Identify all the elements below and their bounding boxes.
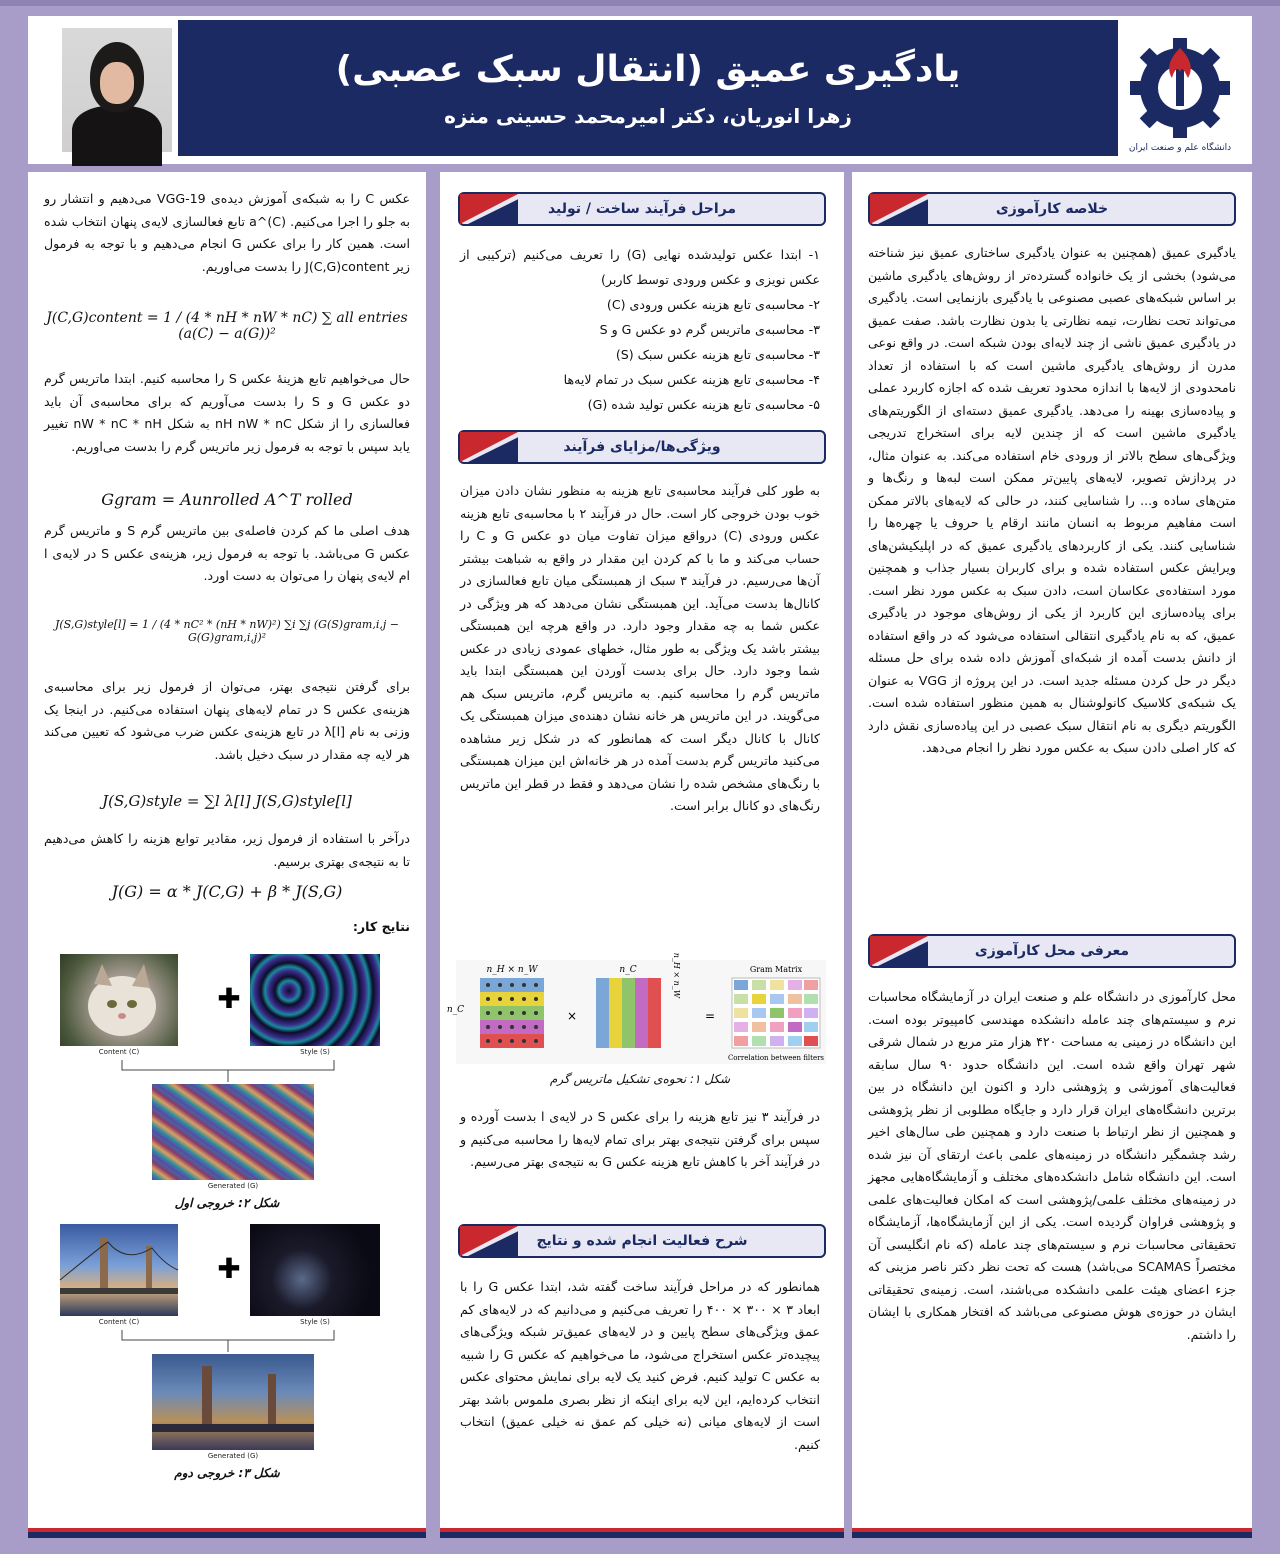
poster-authors: زهرا انوریان، دکتر امیرمحمد حسینی منزه bbox=[444, 103, 852, 128]
header-flag-icon bbox=[870, 194, 928, 224]
summary-header: خلاصه کارآموزی bbox=[868, 192, 1236, 226]
nh-nw-side-label: n_H × n_W bbox=[672, 952, 681, 998]
style-image-2 bbox=[250, 1224, 380, 1316]
times-sign: × bbox=[566, 1009, 578, 1023]
column-footer bbox=[852, 1528, 1252, 1538]
place-text: محل کارآموزی در دانشگاه علم و صنعت ایران در آزمایشگاه محاسبات نرم و سیستم‌های چند عامله دانشکده مهندسی کامپیوتر بوده است. این دانشگاه در زمینی به مساحت ۴۲۰ هزار متر مربع در شمال شرقی شهر تهران واقع شده است. این دانشگاه حدود ۹۰ سال سابقه فعالیت‌های آموزشی و پژوهشی دارد و اکنون این دانشگاه در بین برترین دانشگاه‌های ایران قرار دارد و جایگاه مطلوبی از نظر پژوهشی و همچنین از نظر ارتباط با صنعت دارد و همچنین طی سال‌های اخیر رشد چشمگیر دانشگاه در زمینه‌های علمی باعث ارتقای آن نیز شده است. این دانشگاه شامل دانشکده‌های مختلف و آزمایشگاه‌هایی مجهز در زمینه‌های مختلف علمی/پژوهشی است که امکان فعالیت‌های علمی و پژوهشی فراوان گردیده است. یکی از این آزمایشگاه‌ها، آزمایشگاه تحقیقاتی محاسبات نرم و سیستم‌های چند عامله (که نام انگلیسی آن مختصراً SCAMAS می‌باشد) هست که تحت نظر دکتر ناصر مزینی که جزء اعضای هیئت علمی دانشکده می‌باشند، است. زمینه‌ی تحقیقاتی ایشان در حوزه‌ی هوش مصنوعی می‌باشد که افتخار همکاری با ایشان را داشتم. bbox=[868, 989, 1236, 1342]
left-p3: هدف اصلی ما کم کردن فاصله‌ی بین ماتریس گرم S و ماتریس گرم عکس G می‌باشد. با توجه به فرمول زیر، هزینه‌ی عکس S در لایه‌ی l ام لایه‌ی پنهان را می‌توان به دست اورد. bbox=[44, 523, 411, 583]
top-border bbox=[0, 0, 1280, 6]
step-item: ۳- محاسبه‌ی ماتریس گرم دو عکس G و S bbox=[599, 322, 820, 337]
generated-label: Generated (G) bbox=[207, 1452, 259, 1460]
nc-top-label: n_C bbox=[619, 965, 637, 975]
generated-label: Generated (G) bbox=[207, 1182, 259, 1190]
left-column bbox=[28, 172, 426, 1538]
content-label: Content (C) bbox=[98, 1048, 140, 1056]
style-image-1 bbox=[250, 954, 380, 1046]
plus-icon: ✚ bbox=[217, 1252, 241, 1285]
left-p5: درآخر با استفاده از فرمول زیر، مقادیر توابع هزینه را کاهش می‌دهیم تا به نتیجه‌ی بهتری برسیم. bbox=[44, 831, 410, 869]
formula-content: J(C,G)content = 1 / (4 * nH * nW * nC) ∑ all entries (a(C) − a(G))² bbox=[46, 310, 408, 342]
generated-image-2 bbox=[152, 1354, 314, 1450]
place-header: معرفی محل کارآموزی bbox=[868, 934, 1236, 968]
author-photo bbox=[62, 28, 172, 152]
header-flag-icon bbox=[460, 1226, 518, 1256]
header-flag-icon bbox=[460, 432, 518, 462]
poster-title: یادگیری عمیق (انتقال سبک عصبی) bbox=[335, 48, 961, 90]
activity-header: شرح فعالیت انجام شده و نتایج bbox=[458, 1224, 826, 1258]
left-p1: عکس C را به شبکه‌ی آموزش دیده‌ی VGG-19 می‌دهیم و انتشار رو به جلو را اجرا می‌کنیم. a^(C) تابع فعالسازی لایه‌ی پنهان انتخاب شده است. همین کار را برای عکس G انجام می‌دهیم و با توجه به فرمول زیر J(C,G)content را بدست می‌اوریم. bbox=[44, 191, 410, 274]
steps-header: مراحل فرآیند ساخت / تولید bbox=[458, 192, 826, 226]
nc-side-label: n_C bbox=[446, 1005, 464, 1015]
step-item: ۳- محاسبه‌ی تابع هزینه عکس سبک (S) bbox=[615, 347, 820, 362]
plus-icon: ✚ bbox=[217, 982, 241, 1015]
left-p2: حال می‌خواهیم تابع هزینهٔ عکس S را محاسبه کنیم. ابتدا ماتریس گرم دو عکس G و S را بدست می‌آوریم که برای محاسبه‌ی آن باید فعالسازی را از شکل nH nW * nC به شکل nW * nC * nH تغییر یابد سپس با توجه به فرمول زیر ماتریس گرم را بدست می‌اوریم. bbox=[44, 371, 410, 454]
fig1-caption: شکل ۱: نحوه‌ی تشکیل ماتریس گرم bbox=[549, 1072, 731, 1086]
university-logo-icon bbox=[1118, 26, 1242, 154]
formula-total: J(G) = α * J(C,G) + β * J(S,G) bbox=[111, 882, 343, 901]
style-label: Style (S) bbox=[300, 1318, 330, 1326]
style-label: Style (S) bbox=[300, 1048, 330, 1056]
merge-bracket-icon bbox=[120, 1328, 336, 1352]
summary-text: یادگیری عمیق (همچنین به عنوان یادگیری ساختاری عمیق نیز شناخته می‌شود) بخشی از یک خانواده گسترده‌تر از روش‌های یادگیری ماشین بر اساس شبکه‌های عصبی مصنوعی با یادگیری بازنمایی است. یادگیری می‌تواند تحت نظارت، نیمه نظارتی یا بدون نظارت باشد. صفت عمیق در یادگیری عمیق ناشی از چند لایه‌ای بودن شبکه است. در واقع نوعی مدرن از روش‌های یادگیری ماشین است که با استفاده از تعداد نامحدودی از لایه‌ها با اندازه محدود تعریف شده که اجازه کاربرد عملی و پیاده‌سازی بهینه را می‌دهد. یادگیری عمیق دسته‌ای از الگوریتم‌های یادگیری ماشین است که از چندین لایه برای استخراج تدریجی ویژگی‌های سطح بالاتر از ورودی خام استفاده می‌کند. به عنوان مثال، در پردازش تصویر، لایه‌های پایین‌تر ممکن است لبه‌ها و رنگ‌ها و متن‌های ساده و... را شناسایی کنند، در حالی که لایه‌های بالاتر ممکن است مفاهیم مربوط به انسان مانند ارقام یا حروف یا چهره‌ها را شناسایی کنند. یکی از کاربردهای یادگیری عمیق که در اپلیکیشن‌های ویرایش عکس استفاده شده و برای کاربران بسیار جذاب و همچنین مورد استفاده‌ی عکاسان است، دادن سبک به عکس مورد نظر است. برای پیاده‌سازی این کاربرد از یکی از روش‌های موجود در یادگیری عمیق، که به نام یادگیری انتقالی استفاده می‌شود که در واقع استفاده از دانش بدست آمده از شبکه‌ای آموزش داده شده برای حل مسئله دیگر در حل کردن مسئله جدید است. در این پروژه از VGG به عنوان یک شبکه‌ی کلاسیک کانولوشنال به همین منظور استفاده شده است. الگوریتم دیگری به نام انتقال سبک عصبی در این پیاده‌سازی نقش دارد که کار اصلی دادن سبک به عکس مورد نظر را انجام می‌دهد. bbox=[868, 245, 1236, 755]
step-item: ۲- محاسبه‌ی تابع هزینه عکس ورودی (C) bbox=[606, 297, 820, 312]
step-item: ۵- محاسبه‌ی تابع هزینه عکس تولید شده (G) bbox=[587, 397, 820, 412]
fig2-caption: شکل ۲: خروجی اول bbox=[174, 1196, 280, 1210]
after-fig-text: در فرآیند ۳ نیز تابع هزینه را برای عکس S در لایه‌ی l بدست آورده و سپس برای گرفتن نتیجه‌ی بهتر برای تمام لایه‌ها را محاسبه می‌کنیم و در فرآیند آخر با کاهش تابع هزینه عکس G به نتیجه‌ی بهتر می‌رسیم. bbox=[460, 1109, 820, 1169]
formula-gram: Ggram = Aunrolled A^T rolled bbox=[101, 490, 353, 509]
formula-style-all: J(S,G)style = ∑l λ[l] J(S,G)style[l] bbox=[102, 792, 352, 810]
step-item: ۱- ابتدا عکس تولیدشده نهایی (G) را تعریف می‌کنیم (ترکیبی از عکس نویزی و عکس ورودی توسط کاربر) bbox=[460, 247, 820, 287]
header-flag-icon bbox=[870, 936, 928, 966]
merge-bracket-icon bbox=[120, 1058, 336, 1082]
activity-text: همانطور که در مراحل فرآیند ساخت گفته شد، ابتدا عکس G را با ابعاد ۳ × ۳۰۰ × ۴۰۰ را تعریف می‌کنیم و می‌دانیم که در لایه‌های کم عمق ویژگی‌های سطح پایین و در لایه‌های عمیق‌تر شبکه ویژگی‌های پیچیده‌تر عکس استخراج می‌شود، ما می‌خواهیم که عکس G را شبیه به عکس C تولید کنیم. فرض کنید یک لایه برای نمایش محتوای عکس انتخاب کرده‌ایم، این لایه برای اینکه از نظر بصری ملموس باشد بهتر است از لایه‌های میانی (نه خیلی کم عمق نه خیلی عمیق) انتخاب کنیم. bbox=[460, 1279, 821, 1452]
formula-style-layer: J(S,G)style[l] = 1 / (4 * nC² * (nH * nW)²) ∑i ∑j (G(S)gram,i,j − G(G)gram,i,j)² bbox=[54, 618, 399, 644]
right-column bbox=[852, 172, 1252, 1538]
generated-image-1 bbox=[152, 1084, 314, 1180]
step-item: ۴- محاسبه‌ی تابع هزینه عکس سبک در تمام لایه‌ها bbox=[563, 372, 820, 387]
middle-column bbox=[440, 172, 844, 1538]
column-footer bbox=[28, 1528, 426, 1538]
poster-header bbox=[28, 16, 1252, 164]
features-header: ویژگی‌ها/مزایای فرآیند bbox=[458, 430, 826, 464]
corr-label: Correlation between filters bbox=[727, 1054, 825, 1062]
header-flag-icon bbox=[460, 194, 518, 224]
svg-text:دانشگاه علم و صنعت ایران: دانشگاه علم و صنعت ایران bbox=[1128, 143, 1232, 153]
content-image-bridge bbox=[60, 1224, 178, 1316]
title-band bbox=[178, 20, 1118, 156]
features-text: به طور کلی فرآیند محاسبه‌ی تابع هزینه به منظور نشان دادن میزان خوب بودن خروجی کار است. حال در فرآیند ۲ با محاسبه‌ی تابع هزینه عکس ورودی (C) درواقع میزان تفاوت میان دو عکس G و C را حساب می‌کند و ما با کم کردن این مقدار در واقع به شباهت بیشتر آن‌ها می‌رسیم. در فرآیند ۳ سبک از همبستگی میان تابع فعالسازی در کانال‌ها بدست می‌آید. این همبستگی نشان می‌دهد که هر ویژگی در عکس شما به چه مقدار وجود دارد. در واقع هرچه این همبستگی بیشتر باشد یک ویژگی به طور مثال، خطهای عمودی زیادی در عکس شما وجود دارد. حال برای بدست آوردن این همبستگی ابتدا باید ماتریس گرم را محاسبه کنیم. به ماتریس گرم، ماتریس سبک هم می‌گویند. در این ماتریس هر خانه نشان دهنده‌ی میزان همبستگی یک کانال با کانال دیگر است که همانطور که در شکل زیر مشاهده می‌کنید ماتریس گرم بدست آمده در هر خانه‌اش این میزان همبستگی با رنگ‌های مشخص شده را نشان می‌دهد و فقط در قطر این ماتریس رنگ‌های دو کانال برابر است. bbox=[460, 483, 821, 813]
fig3-caption: شکل ۳: خروجی دوم bbox=[174, 1466, 280, 1480]
equals-sign: = bbox=[704, 1009, 716, 1023]
results-label: نتایج کار: bbox=[352, 919, 410, 934]
steps-list bbox=[460, 242, 820, 417]
left-p4: برای گرفتن نتیجه‌ی بهتر، می‌توان از فرمول زیر برای محاسبه‌ی هزینه‌ی عکس S در تمام لایه‌های پنهان استفاده می‌کنیم. در اینجا یک وزنی به نام λ[l] در تابع هزینه‌ی عکس ضرب می‌شود که تعیین می‌کند هر لایه چه مقدار در سبک دخیل باشد. bbox=[44, 679, 410, 762]
column-footer bbox=[440, 1528, 844, 1538]
gram-label: Gram Matrix bbox=[749, 965, 803, 974]
nh-nw-label: n_H × n_W bbox=[486, 965, 538, 975]
gram-matrix-figure bbox=[446, 952, 826, 1064]
content-image-cat bbox=[60, 954, 178, 1046]
content-label: Content (C) bbox=[98, 1318, 140, 1326]
